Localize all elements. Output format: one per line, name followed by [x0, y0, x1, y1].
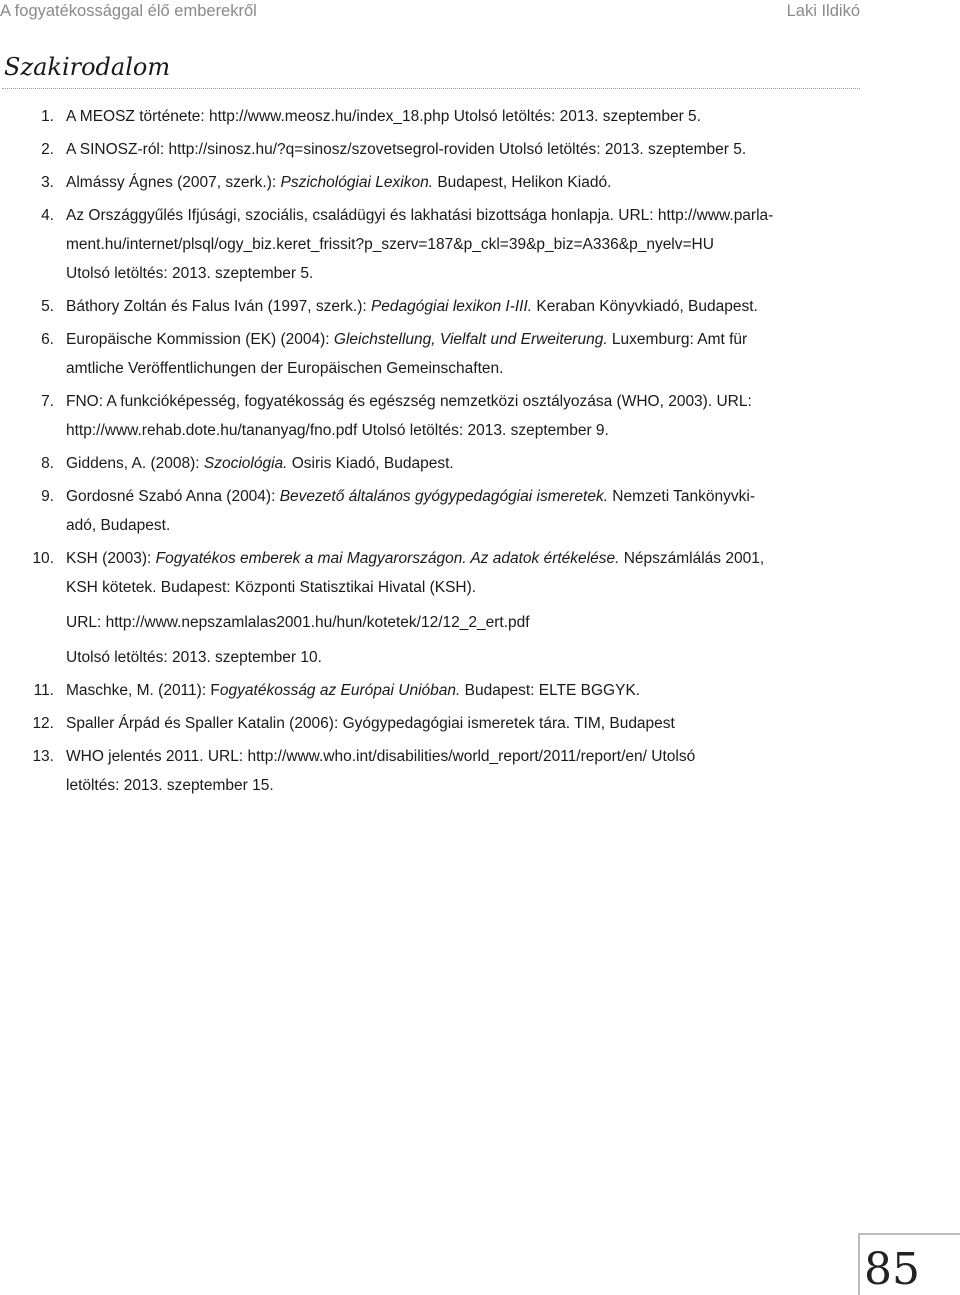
reference-text: Gordosné Szabó Anna (2004): [66, 488, 280, 505]
reference-number: 9. [41, 488, 54, 505]
reference-italic-title: Szociológia. [203, 455, 288, 472]
reference-italic-title: Gleichstellung, Vielfalt und Erweiterung. [333, 331, 608, 348]
reference-item-7 [0, 387, 860, 445]
reference-text: Europäische Kommission (EK) (2004): [66, 331, 334, 348]
reference-italic-title: Pedagógiai lexikon I-III. [370, 298, 533, 315]
reference-line [66, 292, 860, 321]
reference-number: 13. [32, 748, 54, 765]
reference-item-13 [0, 742, 860, 800]
reference-text: amtliche Veröffentlichungen der Europäischen Gemeinschaften. [66, 360, 504, 377]
reference-text: KSH kötetek. Budapest: Központi Statisztikai Hivatal (KSH). [66, 579, 477, 596]
reference-item-3 [0, 168, 860, 197]
reference-item-4 [0, 201, 860, 288]
reference-italic-title: Fogyatékos emberek a mai Magyarországon. Az adatok értékelése. [155, 550, 620, 567]
reference-item-9 [0, 482, 860, 540]
reference-text: Népszámlálás 2001, [619, 550, 765, 567]
reference-number: 1. [41, 108, 54, 125]
running-header [0, 0, 960, 22]
reference-text: Maschke, M. (2011): F [66, 682, 220, 699]
header-author: Laki Ildikó [786, 2, 860, 20]
reference-text: letöltés: 2013. szeptember 15. [66, 777, 274, 794]
reference-text: http://www.rehab.dote.hu/tananyag/fno.pdf Utolsó letöltés: 2013. szeptember 9. [66, 422, 609, 439]
reference-text: Báthory Zoltán és Falus Iván (1997, szerk.): [66, 298, 371, 315]
reference-text: adó, Budapest. [66, 517, 171, 534]
reference-text: Utolsó letöltés: 2013. szeptember 5. [66, 265, 314, 282]
reference-number: 6. [41, 331, 54, 348]
reference-text: ment.hu/internet/plsql/ogy_biz.keret_frissit?p_szerv=187&p_ckl=39&p_biz=A336&p_nyelv=HU [66, 236, 714, 253]
dotted-divider [2, 88, 860, 89]
reference-text: Nemzeti Tankönyvki- [608, 488, 756, 505]
reference-item-11 [0, 676, 860, 705]
reference-text: WHO jelentés 2011. URL: http://www.who.int/disabilities/world_report/2011/report/en/ Utolsó [66, 748, 696, 765]
reference-italic-title: ogyatékosság az Európai Unióban. [219, 682, 461, 699]
reference-url: URL: http://www.nepszamlalas2001.hu/hun/kotetek/12/12_2_ert.pdf [66, 614, 530, 631]
reference-item-10 [0, 544, 860, 672]
reference-text: KSH (2003): [66, 550, 156, 567]
header-book-title: A fogyatékossággal élő emberekről [0, 2, 257, 20]
reference-text: Keraban Könyvkiadó, Budapest. [532, 298, 758, 315]
reference-text: Osiris Kiadó, Budapest. [287, 455, 454, 472]
reference-number: 3. [41, 174, 54, 191]
reference-text: Almássy Ágnes (2007, szerk.): [66, 174, 281, 191]
reference-item-5 [0, 292, 860, 321]
reference-number: 8. [41, 455, 54, 472]
reference-item-2 [0, 135, 860, 164]
reference-number: 10. [32, 550, 54, 567]
page-number: 85 [864, 1244, 920, 1295]
reference-text: Az Országgyűlés Ifjúsági, szociális, családügyi és lakhatási bizottsága honlapja. URL: http://www.parla- [66, 207, 774, 224]
reference-item-12 [0, 709, 860, 738]
reference-text: Budapest: ELTE BGGYK. [460, 682, 641, 699]
reference-text: Spaller Árpád és Spaller Katalin (2006): Gyógypedagógiai ismeretek tára. TIM, Budapest [66, 715, 675, 732]
reference-item-6 [0, 325, 860, 383]
reference-number: 4. [41, 207, 54, 224]
reference-line [66, 449, 860, 478]
reference-number: 11. [33, 682, 54, 699]
reference-text: Budapest, Helikon Kiadó. [433, 174, 612, 191]
reference-text: A SINOSZ-ról: http://sinosz.hu/?q=sinosz/szovetsegrol-roviden Utolsó letöltés: 2013. szeptember 5. [66, 141, 747, 158]
reference-text: Utolsó letöltés: 2013. szeptember 10. [66, 649, 322, 666]
reference-text: FNO: A funkcióképesség, fogyatékosság és egészség nemzetközi osztályozása (WHO, 2003). URL: [66, 393, 752, 410]
reference-number: 12. [32, 715, 54, 732]
reference-item-1 [0, 102, 860, 131]
reference-italic-title: Pszichológiai Lexikon. [280, 174, 434, 191]
reference-text: Giddens, A. (2008): [66, 455, 204, 472]
page-number-box [858, 1233, 960, 1295]
reference-line [66, 544, 860, 573]
reference-line [66, 325, 860, 354]
section-title: Szakirodalom [4, 53, 171, 81]
reference-line [66, 168, 860, 197]
reference-item-8 [0, 449, 860, 478]
reference-number: 5. [41, 298, 54, 315]
reference-text: Luxemburg: Amt für [607, 331, 748, 348]
reference-line [66, 676, 860, 705]
reference-line [66, 482, 860, 511]
reference-number: 7. [41, 393, 54, 410]
reference-number: 2. [41, 141, 54, 158]
reference-list [0, 102, 860, 804]
reference-text: A MEOSZ története: http://www.meosz.hu/index_18.php Utolsó letöltés: 2013. szeptember 5. [66, 108, 701, 125]
reference-italic-title: Bevezető általános gyógypedagógiai ismeretek. [279, 488, 608, 505]
